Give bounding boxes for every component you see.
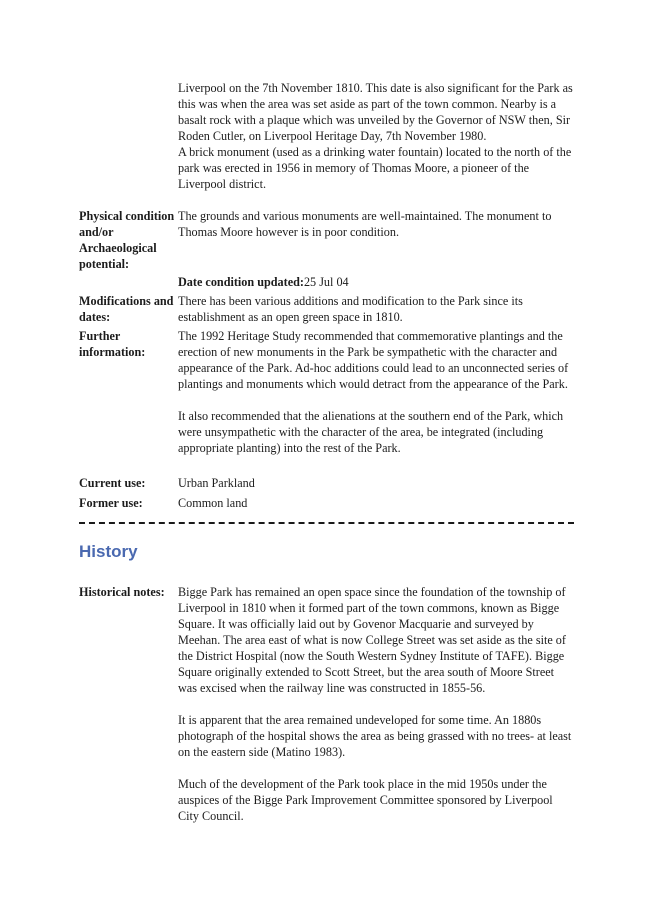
date-condition-value: 25 Jul 04 [303,275,349,289]
description-paragraph: A brick monument (used as a drinking water fountain) located to the north of the park was erected in 1956 in memory of Thomas Moore, a pioneer of the Liverpool district. [178,145,572,191]
modifications-text: There has been various additions and modification to the Park since its establishment as an open green space in 1810. [178,294,523,324]
history-heading: History [79,542,138,561]
historical-notes-text [178,584,576,824]
further-information-label: Further information: [79,329,146,359]
description-paragraph: Liverpool on the 7th November 1810. This date is also significant for the Park as this was when the area was set aside as part of the town common. Nearby is a basalt rock with a plaque which was unveiled by the Governor of NSW then, Sir Roden Cutler, on Liverpool Heritage Day, 7th November 1980. [178,81,573,143]
physical-condition-label: Physical condition and/or Archaeological potential: [79,209,175,271]
former-use-value: Common land [178,496,248,510]
historical-notes-label: Historical notes: [79,585,165,599]
current-use-label: Current use: [79,476,146,490]
current-use-value: Urban Parkland [178,476,255,490]
historical-notes-paragraph: Much of the development of the Park took place in the mid 1950s under the auspices of the Bigge Park Improvement Committee sponsored by Liverpool City Council. [178,777,553,823]
further-information-text [178,328,576,456]
former-use-label: Former use: [79,496,143,510]
date-condition-row [178,274,576,290]
date-condition-label: Date condition updated: [178,275,304,289]
further-information-paragraph: The 1992 Heritage Study recommended that commemorative plantings and the erection of new monuments in the Park be sympathetic with the character and appearance of the Park. Ad-hoc additions could lead to an unconnected series of plantings and monuments which would detract from the appearance of the Park. [178,329,569,391]
historical-notes-paragraph: It is apparent that the area remained undeveloped for some time. An 1880s photograph of the hospital shows the area as being grassed with no trees- at least on the eastern side (Matino 1983). [178,713,572,759]
description-continuation [178,80,576,192]
historical-notes-paragraph: Bigge Park has remained an open space since the foundation of the township of Liverpool in 1810 when it formed part of the town commons, known as Bigge Square. It was officially laid out by Govenor Macquarie and surveyed by Meehan. The area east of what is now College Street was set aside as the site of the District Hospital (now the South Western Sydney Institute of TAFE). Bigge Square originally extended to Scott Street, but the area south of Moore Street was excised when the railway line was constructed in 1855-56. [178,585,566,695]
further-information-paragraph: It also recommended that the alienations at the southern end of the Park, which were unsympathetic with the character of the area, be integrated (including appropriate planting) into the rest of the Park. [178,409,564,455]
section-divider [79,522,574,524]
physical-condition-text: The grounds and various monuments are well-maintained. The monument to Thomas Moore however is in poor condition. [178,209,552,239]
modifications-label: Modifications and dates: [79,294,174,324]
